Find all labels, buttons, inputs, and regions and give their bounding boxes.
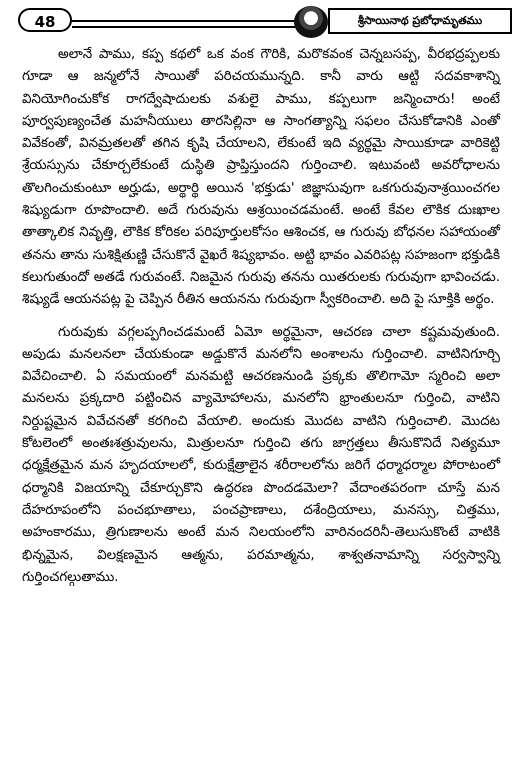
header-rule xyxy=(72,20,295,28)
book-title: శ్రీసాయినాథ ప్రబోధామృతము xyxy=(328,8,512,34)
body-text xyxy=(22,44,500,599)
page-header xyxy=(18,6,512,38)
sai-baba-portrait-icon xyxy=(294,6,328,38)
page-number: 48 xyxy=(18,8,72,32)
paragraph-1: అలానే పాము, కప్ప కథలో ఒక వంక గౌరికి, మరొకవంక చెన్నబసప్ప, వీరభద్రప్పలకు గూడా ఆ జన్మలోనే సాయితో పరిచయమున్నది. కానీ వారు ఆట్టి సదవకాశాన్ని వినియోగించుకోక రాగద్వేషాదులకు వశులై పాము, కప్పలుగా జన్మించారు! అంటే పూర్వపుణ్యంచేత మహనీయులు తారసిల్లినా ఆ సాంగత్యాన్ని సఫలం చేసుకోడానికి ఎంతో వివేకంతో, వినమ్రతలతో తగిన కృషి చేయాలని, లేకుంటే ఇది వ్యర్థమై సాయికూడా వారికెట్టి శ్రేయస్సును చేకూర్చలేకుంటే దుస్థితి ప్రాప్తిస్తుందని గుర్తించాలి. ఇటువంటి అవరోధాలను తొలగించుకుంటూ అర్హుడు, అర్థార్థి అయిన 'భక్తుడు' జిజ్ఞాసువుగా ఒకగురువునాశ్రయించగల శిష్యుడుగా రూపొందాలి. అదే గురువును ఆశ్రయించడమంటే. అంటే కేవల లౌకిక దుఃఖాల తాత్కాలిక నివృత్తి, లౌకిక కోరికల పరిపూర్తులకోసం ఆశించక, ఆ గురువు బోధనల సహాయంతో తనను తాను సుశిక్షితుణ్ణి చేసుకొనే వైఖరే శిష్యభావం. అట్టి భావం ఎవరిపట్ల సహజంగా భక్తుడికి కలుగుతుందో అతడే గురువంటే. నిజమైన గురువు తనను యితరులకు గురువుగా భావించడు. శిష్యుడే ఆయనపట్ల పై చెప్పిన రీతిన ఆయనను గురువుగా స్వీకరించాలి. అది పై సూక్తికి అర్థం. xyxy=(22,47,500,308)
paragraph-2: గురువుకు వగ్గలప్పగించడమంటే ఏమో అర్థమైనా, ఆచరణ చాలా కష్టమవుతుంది. అపుడు మనలనలా చేయకుండా అడ్డుకొనే మనలోని అంశాలను గుర్తించాలి. వాటినిగూర్చి వివేచించాలి. ఏ సమయంలో మనమట్టి ఆచరణనుండి ప్రక్కకు తొలిగామో స్మరించి అలా మనలను ప్రక్కదారి పట్టించిన వ్యామోహాలను, మనలోని భ్రాంతులనూ గుర్తించి, వాటిని నిర్దుష్టమైన వివేచనతో కరగించి వేయాలి. అందుకు మొదట వాటిని గుర్తించాలి. మొదట కోటలెంలో అంతఃశత్రువులను, మిత్రులనూ గుర్తించి తగు జాగ్రత్తలు తీసుకొనిదే నిత్యమూ ధర్మక్షేత్రమైన మన హృదయాలలో, కురుక్షేత్రాలైన శరీరాలలోను జరిగే ధర్మాధర్మాల పోరాటంలో ధర్మానికి విజయాన్ని చేకూర్చుకొని ఉద్ధరణ పొందడమెలా? వేదాంతపరంగా చూస్తే మన దేహరూపంలోని పంచభూతాలు, పంచప్రాణాలు, దశేంద్రియాలు, మనస్సు, చిత్తము, అహంకారము, త్రిగుణాలను అంటే మన నిలయంలోని వారినందరినీ-తెలుసుకొంటే వాటికి భిన్నమైన, విలక్షణమైన ఆత్మను, పరమాత్మను, శాశ్వతనామాన్ని సర్వస్వాన్ని గుర్తించగల్గుతాము. xyxy=(22,324,500,585)
